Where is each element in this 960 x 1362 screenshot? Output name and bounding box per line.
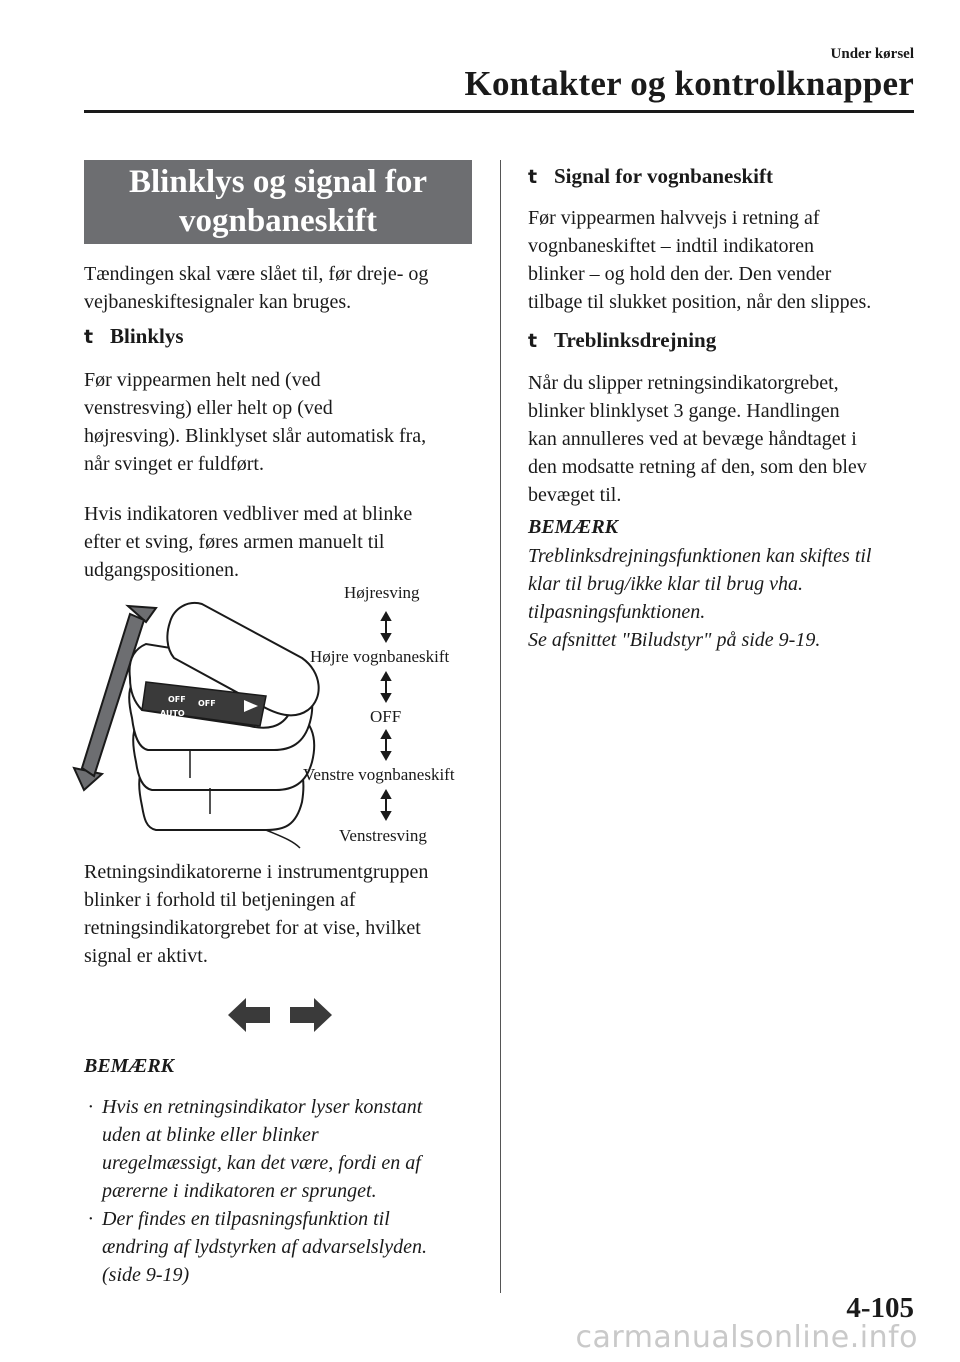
- text-line: bevæget til.: [528, 484, 622, 506]
- intro-paragraph: [84, 260, 428, 316]
- bullet-marker: t: [528, 166, 538, 188]
- bullet-marker: t: [84, 326, 94, 348]
- text-line: kan annulleres ved at bevæge håndtaget i: [528, 428, 857, 450]
- watermark: carmanualsonline.info: [575, 1320, 918, 1355]
- up-down-arrow-icon: [382, 731, 390, 759]
- right-arrow-icon: [290, 998, 332, 1032]
- text-line: udgangspositionen.: [84, 559, 239, 581]
- indicator-paragraph: [84, 858, 428, 970]
- left-arrow-icon: [228, 998, 270, 1032]
- chapter-label: Under kørsel: [830, 46, 914, 62]
- up-down-arrow-icon: [382, 673, 390, 701]
- bullet-dot: ·: [88, 1208, 93, 1230]
- label-off: OFF: [370, 707, 402, 726]
- label-left-lane-change: Venstre vognbaneskift: [303, 765, 455, 784]
- text-line: blinker i forhold til betjeningen af: [84, 889, 356, 911]
- text-line: efter et sving, føres armen manuelt til: [84, 531, 385, 553]
- text-line: Treblinksdrejningsfunktionen kan skiftes til: [528, 545, 872, 567]
- text-line: Retningsindikatorerne i instrumentgruppen: [84, 861, 429, 883]
- text-line: vognbaneskiftet – indtil indikatoren: [528, 235, 815, 257]
- note-heading-left: BEMÆRK: [84, 1055, 175, 1077]
- stalk-auto-label: AUTO: [160, 709, 185, 718]
- note-item: [88, 1093, 427, 1205]
- text-line: højresving). Blinklyset slår automatisk fra,: [84, 425, 427, 447]
- triple-blink-heading: Treblinksdrejning: [554, 328, 717, 352]
- column-divider: [500, 160, 501, 1293]
- note-item: [88, 1205, 427, 1289]
- blinklys-paragraph-2: [84, 500, 412, 584]
- position-connectors: [376, 610, 396, 830]
- text-line: Når du slipper retningsindikatorgrebet,: [528, 372, 839, 394]
- text-line: Se afsnittet "Biludstyr" på side 9-19.: [528, 629, 821, 651]
- note-right: [528, 542, 872, 654]
- stalk-off-label: OFF: [198, 699, 216, 708]
- blinklys-heading: Blinklys: [110, 324, 184, 348]
- text-line: signal er aktivt.: [84, 945, 208, 967]
- label-right-turn: Højresving: [344, 583, 420, 602]
- label-right-lane-change: Højre vognbaneskift: [310, 647, 450, 666]
- intro-line: vejbaneskiftesignaler kan bruges.: [84, 291, 352, 313]
- intro-line: Tændingen skal være slået til, før dreje- og: [84, 263, 429, 285]
- note-heading-right: BEMÆRK: [528, 516, 619, 538]
- bullet-dot: ·: [88, 1096, 93, 1118]
- up-down-arrow-icon: [382, 791, 390, 819]
- note-item-text: Der findes en tilpasningsfunktion til ændring af lydstyrken af advarselslyden. (side 9-19): [102, 1208, 427, 1286]
- note-list-left: [88, 1093, 427, 1289]
- text-line: Før vippearmen helt ned (ved: [84, 369, 321, 391]
- blinklys-paragraph-1: [84, 366, 426, 478]
- up-down-arrow-icon: [382, 613, 390, 641]
- text-line: retningsindikatorgrebet for at vise, hvilket: [84, 917, 421, 939]
- note-item-text: Hvis en retningsindikator lyser konstant uden at blinke eller blinker uregelmæssigt, kan det være, fordi en af pærerne i indikatoren er sprunget.: [102, 1096, 423, 1202]
- text-line: tilpasningsfunktionen.: [528, 601, 706, 623]
- bullet-marker: t: [528, 330, 538, 352]
- text-line: blinker blinklyset 3 gange. Handlingen: [528, 400, 840, 422]
- turn-signal-stalk-diagram: [70, 578, 490, 858]
- text-line: blinker – og hold den der. Den vender: [528, 263, 832, 285]
- section-title-line1: Blinklys og signal for: [129, 164, 427, 200]
- text-line: når svinget er fuldført.: [84, 453, 264, 475]
- indicator-arrows: [226, 996, 334, 1034]
- page-number: 4-105: [846, 1292, 914, 1324]
- lane-change-paragraph: [528, 204, 871, 316]
- text-line: klar til brug/ikke klar til brug vha.: [528, 573, 803, 595]
- stalk-off-label: OFF: [168, 695, 186, 704]
- text-line: venstresving) eller helt op (ved: [84, 397, 333, 419]
- label-left-turn: Venstresving: [339, 826, 427, 845]
- section-title-line2: vognbaneskift: [178, 203, 378, 239]
- text-line: den modsatte retning af den, som den blev: [528, 456, 867, 478]
- section-title-box: [84, 160, 472, 244]
- page-heading: Kontakter og kontrolknapper: [464, 64, 914, 103]
- text-line: Før vippearmen halvvejs i retning af: [528, 207, 820, 229]
- header-rule: [84, 110, 914, 113]
- lane-change-heading: Signal for vognbaneskift: [554, 164, 773, 188]
- triple-blink-paragraph: [528, 369, 867, 509]
- text-line: Hvis indikatoren vedbliver med at blinke: [84, 503, 413, 525]
- text-line: tilbage til slukket position, når den slippes.: [528, 291, 872, 313]
